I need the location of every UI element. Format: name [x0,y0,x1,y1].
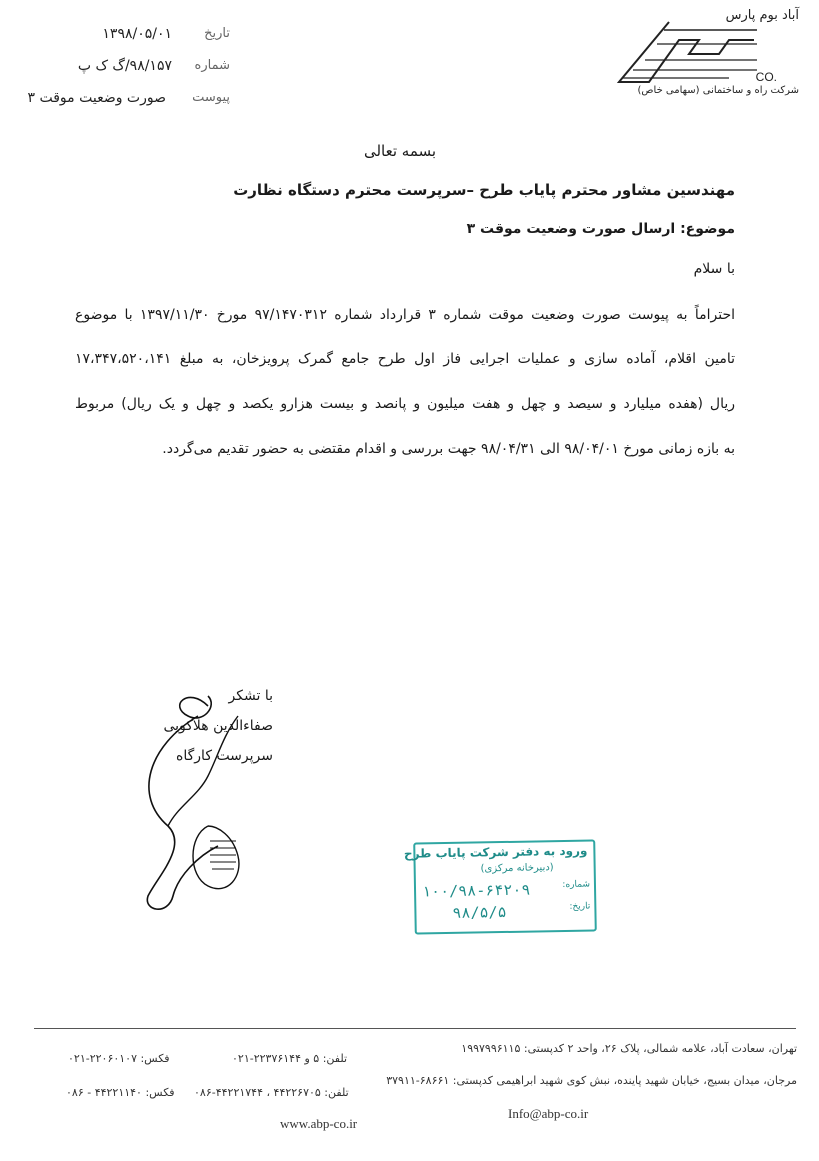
footer-branch-address: مرجان، میدان بسیج، خیابان شهید پاینده، نبش کوی شهید ابراهیمی کدپستی: ۶۸۶۶۱-۳۷۹۱۱ [386,1074,797,1087]
body-line-2: تامین اقلام، آماده سازی و عملیات اجرایی فاز اول طرح جامع گمرک پرویزخان، به مبلغ ۱۷،۳۴۷،۵۲۰،۱۴۱ [75,351,735,367]
number-label: شماره [194,58,230,73]
footer-divider [34,1028,796,1029]
logo-subtitle: شرکت راه و ساختمانی (سهامی خاص) [637,85,799,96]
body-line-3: ریال (هفده میلیارد و سیصد و چهل و هفت میلیون و پانصد و بیست هزارو یکصد و چهل و یک ریال) مربوط [75,396,735,412]
stamp-date-label: تاریخ: [569,901,591,912]
logo-co: CO. [755,70,777,84]
stamp-number-label: شماره: [562,879,591,890]
stamp-number-value: ۱۰۰/۹۸-۶۴۲۰۹ [421,880,531,901]
subject: موضوع: ارسال صورت وضعیت موقت ۳ [466,221,735,237]
company-logo [609,2,799,102]
date-value: ۱۳۹۸/۰۵/۰۱ [102,26,172,42]
body-line-4: به بازه زمانی مورخ ۹۸/۰۴/۰۱ الی ۹۸/۰۴/۳۱ جهت بررسی و اقدام مقتضی به حضور تقدیم می‌گردد. [162,441,735,457]
footer-email[interactable]: Info@abp-co.ir [508,1106,589,1121]
footer-branch-phone: تلفن: ۴۴۲۲۶۷۰۵ ، ۴۴۲۲۱۷۴۴-۰۸۶ [194,1086,349,1099]
number-row [30,58,230,84]
handwritten-signature [128,676,268,926]
receipt-stamp [403,839,597,934]
stamp-title: ورود به دفتر شرکت پایاب طرح [403,843,588,861]
footer-tehran-address: تهران، سعادت آباد، علامه شمالی، پلاک ۲۶، واحد ۲ کدپستی: ۱۹۹۷۹۹۶۱۱۵ [461,1042,797,1055]
number-value: ۹۸/۱۵۷/گ ک پ [77,58,172,74]
body-line-1: احتراماً به پیوست صورت وضعیت موقت شماره ۳ قرارداد شماره ۹۷/۱۴۷۰۳۱۲ مورخ ۱۳۹۷/۱۱/۳۰ با موضوع [75,307,735,323]
invocation: بسمه تعالی [363,142,437,160]
stamp-subtitle: (دبیرخانه مرکزی) [480,862,554,875]
attachment-label: پیوست [192,90,230,105]
addressee: مهندسین مشاور محترم پایاب طرح –سرپرست محترم دستگاه نظارت [233,181,735,199]
footer-tehran-phone: تلفن: ۵ و ۲۲۳۷۶۱۴۴-۰۲۱ [232,1052,348,1065]
stamp-date-value: ۹۸/۵/۵ [452,902,507,922]
footer-website[interactable]: www.abp-co.ir [280,1116,358,1131]
footer-tehran-fax: فکس: ۲۲۰۶۰۱۰۷-۰۲۱ [68,1052,170,1065]
greeting: با سلام [693,261,735,277]
date-row [30,26,230,52]
date-label: تاریخ [204,26,230,41]
closing: با تشکر [228,688,273,704]
attachment-value: صورت وضعیت موقت ۳ [27,90,166,106]
footer-branch-fax: فکس: ۴۴۲۲۱۱۴۰ - ۰۸۶ [66,1086,175,1099]
signer-title: سرپرست کارگاه [176,748,273,764]
logo-mark-icon [609,20,759,90]
logo-brand: آباد بوم پارس [725,8,799,23]
signer-name: صفاءالدین هلاکویی [163,718,273,734]
attachment-row [27,90,230,116]
